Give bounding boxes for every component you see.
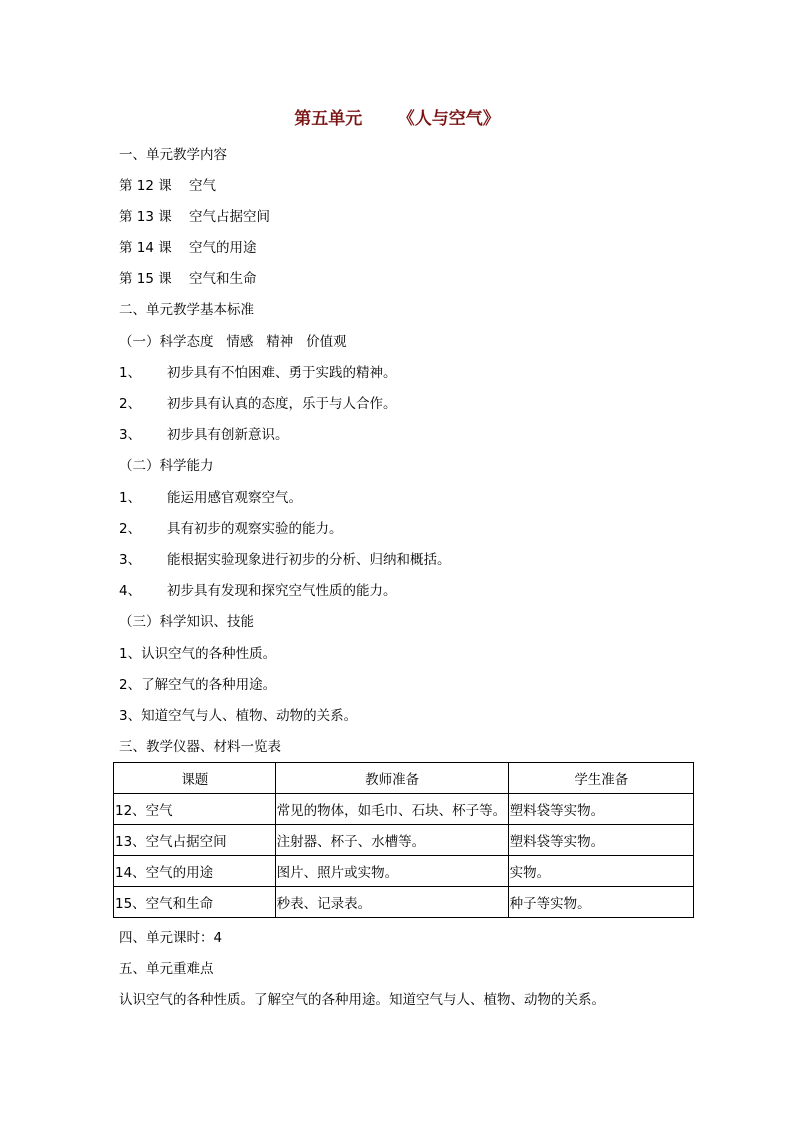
item-text: 能运用感官观察空气。	[167, 490, 302, 506]
section-heading-1: 一、单元教学内容	[119, 147, 227, 163]
lesson-number: 第 14 课	[119, 240, 172, 256]
item-number: 3、	[119, 427, 142, 443]
lesson-name: 空气	[189, 178, 216, 194]
key-points-text: 认识空气的各种性质。了解空气的各种用途。知道空气与人、植物、动物的关系。	[119, 992, 605, 1008]
list-item	[119, 488, 302, 508]
page-title: 第五单元 《人与空气》	[294, 109, 500, 129]
item-number: 1、	[119, 365, 142, 381]
lesson-item	[119, 238, 257, 258]
table-cell: 实物。	[508, 856, 693, 887]
lesson-number: 第 13 课	[119, 209, 172, 225]
list-item	[119, 394, 397, 414]
list-item	[119, 363, 397, 383]
item-number: 2、	[119, 396, 142, 412]
column-header: 学生准备	[508, 763, 693, 794]
table-cell: 12、空气	[114, 794, 276, 825]
list-item	[119, 425, 289, 445]
table-cell: 种子等实物。	[508, 887, 693, 918]
item-text: 初步具有发现和探究空气性质的能力。	[167, 583, 397, 599]
item-number: 1、	[119, 490, 142, 506]
list-item: 1、认识空气的各种性质。	[119, 646, 277, 662]
table-cell: 15、空气和生命	[114, 887, 276, 918]
lesson-item	[119, 176, 216, 196]
table-row	[114, 825, 694, 856]
section-heading-3: 三、教学仪器、材料一览表	[119, 739, 281, 755]
table-cell: 图片、照片或实物。	[275, 856, 508, 887]
table-cell: 14、空气的用途	[114, 856, 276, 887]
list-item	[119, 519, 343, 539]
table-cell: 注射器、杯子、水槽等。	[275, 825, 508, 856]
list-item	[119, 550, 451, 570]
item-number: 4、	[119, 583, 142, 599]
table-header-row	[114, 763, 694, 794]
subsection-heading: （二）科学能力	[119, 458, 214, 474]
lesson-name: 空气的用途	[189, 240, 257, 256]
table-row	[114, 856, 694, 887]
item-text: 初步具有创新意识。	[167, 427, 289, 443]
table-cell: 13、空气占据空间	[114, 825, 276, 856]
list-item: 3、知道空气与人、植物、动物的关系。	[119, 708, 358, 724]
lesson-name: 空气和生命	[189, 271, 257, 287]
lesson-item	[119, 269, 257, 289]
section-heading-4: 四、单元课时：4	[119, 930, 223, 946]
section-heading-2: 二、单元教学基本标准	[119, 302, 254, 318]
subsection-heading: （三）科学知识、技能	[119, 614, 254, 630]
lesson-number: 第 12 课	[119, 178, 172, 194]
materials-table	[113, 762, 694, 918]
table-cell: 常见的物体，如毛巾、石块、杯子等。	[275, 794, 508, 825]
list-item: 2、了解空气的各种用途。	[119, 677, 277, 693]
item-text: 具有初步的观察实验的能力。	[167, 521, 343, 537]
section-heading-5: 五、单元重难点	[119, 961, 214, 977]
table-cell: 塑料袋等实物。	[508, 794, 693, 825]
column-header: 课题	[114, 763, 276, 794]
item-text: 初步具有不怕困难、勇于实践的精神。	[167, 365, 397, 381]
column-header: 教师准备	[275, 763, 508, 794]
subsection-heading: （一）科学态度 情感 精神 价值观	[119, 334, 347, 350]
lesson-number: 第 15 课	[119, 271, 172, 287]
table-cell: 塑料袋等实物。	[508, 825, 693, 856]
item-text: 能根据实验现象进行初步的分析、归纳和概括。	[167, 552, 451, 568]
item-number: 2、	[119, 521, 142, 537]
item-text: 初步具有认真的态度，乐于与人合作。	[167, 396, 397, 412]
table-row	[114, 794, 694, 825]
item-number: 3、	[119, 552, 142, 568]
table-cell: 秒表、记录表。	[275, 887, 508, 918]
list-item	[119, 581, 397, 601]
lesson-item	[119, 207, 270, 227]
lesson-name: 空气占据空间	[189, 209, 270, 225]
table-row	[114, 887, 694, 918]
